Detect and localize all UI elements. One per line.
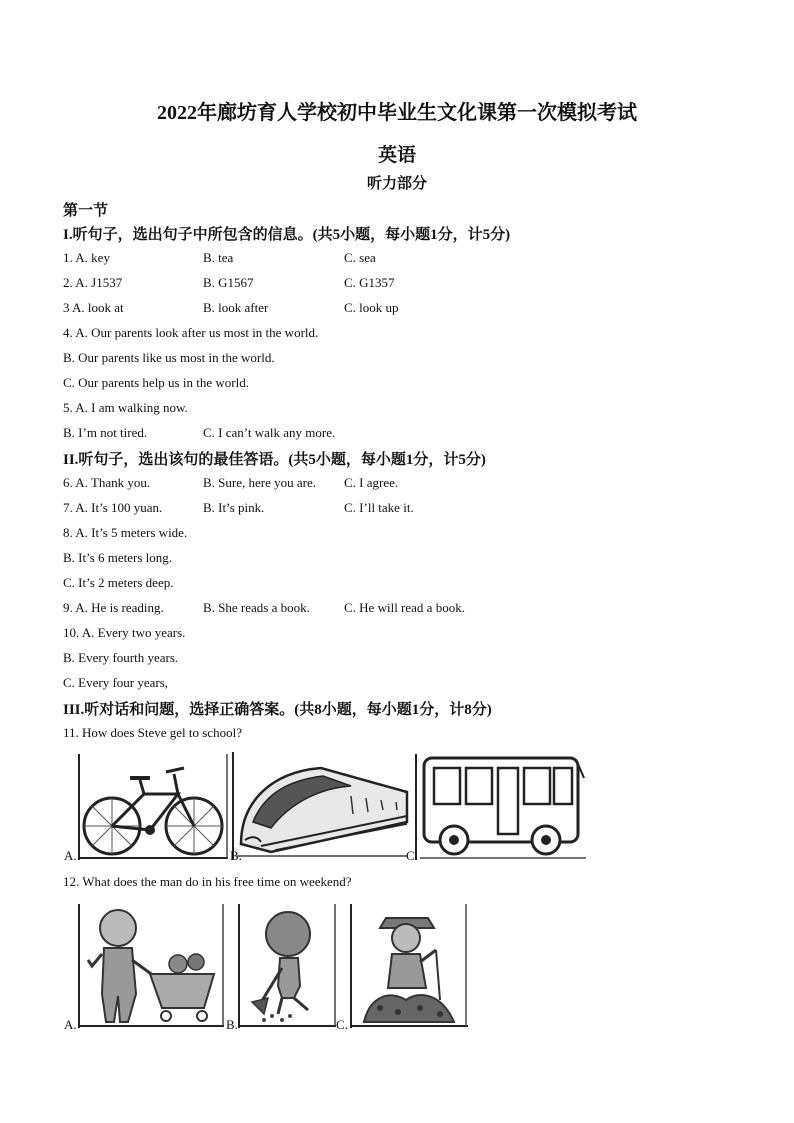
- q8-option-b: B. It’s 6 meters long.: [63, 550, 173, 565]
- q7-option-b: B. It’s pink.: [203, 500, 265, 515]
- q2-option-b: B. G1567: [203, 275, 254, 290]
- q1-option-a: 1. A. key: [63, 250, 110, 265]
- q7-option-c: C. I’ll take it.: [344, 500, 414, 515]
- q3-option-a: 3 A. look at: [63, 300, 124, 315]
- subject-title: 英语: [377, 145, 416, 166]
- q1-option-b: B. tea: [203, 250, 234, 265]
- part-title: 听力部分: [366, 176, 427, 192]
- q6-option-b: B. Sure, here you are.: [203, 475, 316, 490]
- q10-option-b: B. Every fourth years.: [63, 650, 179, 665]
- q7-option-a: 7. A. It’s 100 yuan.: [63, 500, 163, 515]
- q4-option-a: 4. A. Our parents look after us most in the world.: [63, 325, 319, 340]
- q5-option-b: B. I’m not tired.: [63, 425, 148, 440]
- bus-image: [414, 754, 586, 860]
- part1-heading: I.听句子，选出句子中所包含的信息。(共5小题，每小题1分，计5分): [63, 227, 511, 243]
- train-image: [231, 752, 411, 860]
- q5-option-c: C. I can’t walk any more.: [203, 425, 336, 440]
- gardening-image: [350, 904, 468, 1028]
- section-title: 第一节: [63, 203, 109, 219]
- q10-option-c: C. Every four years,: [63, 675, 169, 690]
- q12-label-a: A.: [64, 1017, 77, 1032]
- q12-label-b: B.: [226, 1017, 238, 1032]
- q5-option-a: 5. A. I am walking now.: [63, 400, 188, 415]
- q11-label-a: A.: [64, 848, 77, 863]
- q11-label-c: C.: [406, 848, 418, 863]
- q2-option-c: C. G1357: [344, 275, 395, 290]
- q3-option-b: B. look after: [203, 300, 269, 315]
- sweeping-image: [238, 904, 336, 1028]
- bicycle-image: [78, 754, 228, 860]
- q12-label-c: C.: [336, 1017, 348, 1032]
- q10-option-a: 10. A. Every two years.: [63, 625, 186, 640]
- q6-option-a: 6. A. Thank you.: [63, 475, 151, 490]
- q11-label-b: B.: [230, 848, 242, 863]
- q1-option-c: C. sea: [344, 250, 376, 265]
- q12-question: 12. What does the man do in his free time on weekend?: [63, 874, 352, 889]
- q4-option-c: C. Our parents help us in the world.: [63, 375, 249, 390]
- q8-option-c: C. It’s 2 meters deep.: [63, 575, 174, 590]
- q3-option-c: C. look up: [344, 300, 399, 315]
- q6-option-c: C. I agree.: [344, 475, 399, 490]
- q11-question: 11. How does Steve gel to school?: [63, 725, 242, 740]
- shopping-image: [78, 904, 224, 1028]
- q9-option-b: B. She reads a book.: [203, 600, 310, 615]
- q4-option-b: B. Our parents like us most in the world.: [63, 350, 275, 365]
- q2-option-a: 2. A. J1537: [63, 275, 123, 290]
- exam-title: 2022年廊坊育人学校初中毕业生文化课第一次模拟考试: [157, 102, 637, 124]
- part2-heading: II.听句子，选出该句的最佳答语。(共5小题，每小题1分，计5分): [63, 452, 486, 468]
- q9-option-a: 9. A. He is reading.: [63, 600, 164, 615]
- part3-heading: III.听对话和问题，选择正确答案。(共8小题，每小题1分，计8分): [63, 702, 492, 718]
- q9-option-c: C. He will read a book.: [344, 600, 465, 615]
- q8-option-a: 8. A. It’s 5 meters wide.: [63, 525, 188, 540]
